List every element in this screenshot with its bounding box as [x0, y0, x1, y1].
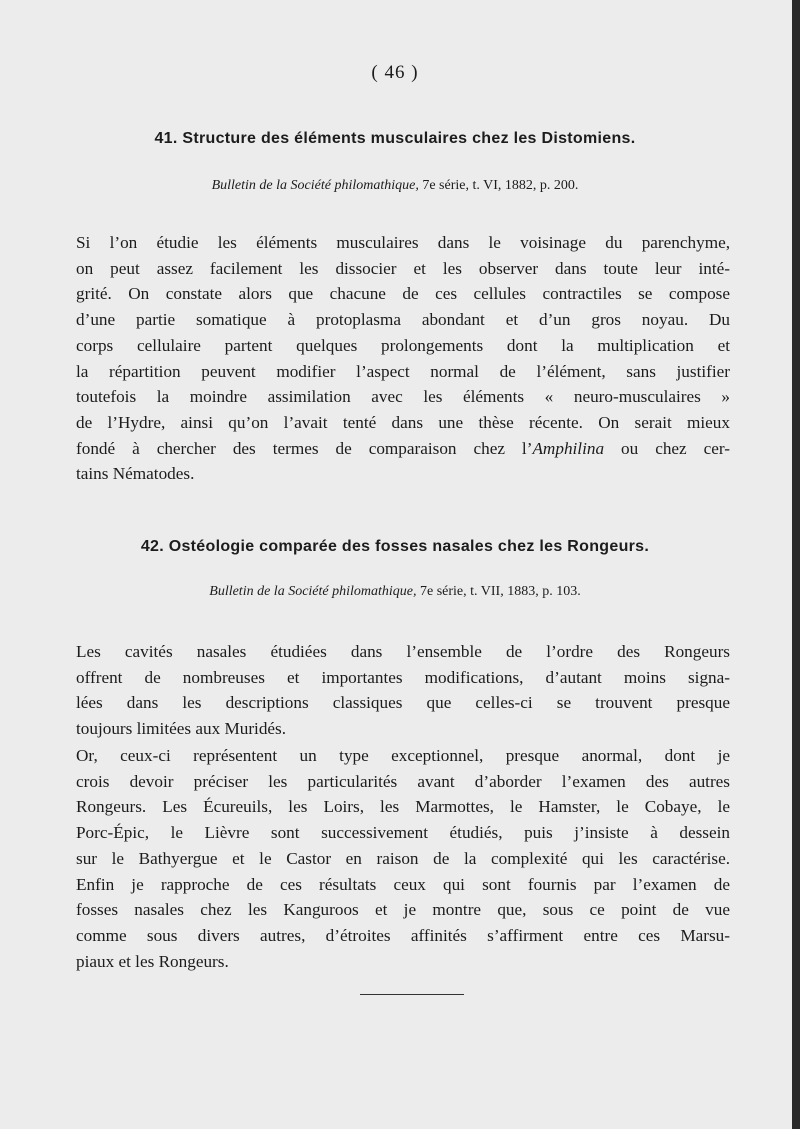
section-42-citation-journal: Bulletin de la Société philomathique,: [209, 584, 417, 599]
paragraph-line: comme sous divers autres, d’étroites affinités s’affirment entre ces Marsu-: [76, 925, 730, 945]
paragraph-line: piaux et les Rongeurs.: [76, 951, 229, 971]
paragraph-line: la répartition peuvent modifier l’aspect normal de l’élément, sans justifier: [76, 361, 730, 381]
paragraph-line: toutefois la moindre assimilation avec les éléments « neuro-musculaires »: [76, 387, 730, 407]
paragraph-line: fosses nasales chez les Kanguroos et je montre que, sous ce point de vue: [76, 900, 730, 920]
paragraph-line: corps cellulaire partent quelques prolongements dont la multiplication et: [76, 335, 730, 355]
section-42-heading: 42. Ostéologie comparée des fosses nasales chez les Rongeurs.: [140, 538, 650, 555]
paragraph-line: crois devoir préciser les particularités avant d’aborder l’examen des autres: [76, 771, 730, 791]
paragraph-line-mixed: [76, 436, 730, 462]
section-41-citation-journal: Bulletin de la Société philomathique,: [211, 178, 419, 193]
paragraph-line: toujours limitées aux Muridés.: [76, 719, 287, 739]
section-41-citation-details: 7e série, t. VI, 1882, p. 200.: [422, 178, 579, 193]
paragraph-line: sur le Bathyergue et le Castor en raison de la complexité qui les caractérise.: [76, 848, 730, 868]
paragraph-line: offrent de nombreuses et importantes modifications, d’autant moins signa-: [76, 667, 730, 687]
paragraph-line: Or, ceux-ci représentent un type exceptionnel, presque anormal, dont je: [76, 746, 730, 765]
paragraph-line: Les cavités nasales étudiées dans l’ensemble de l’ordre des Rongeurs: [76, 642, 730, 661]
paragraph-line: Porc-Épic, le Lièvre sont successivement étudiés, puis j’insiste à dessein: [76, 823, 730, 843]
paragraph-line: Si l’on étudie les éléments musculaires dans le voisinage du parenchyme,: [76, 233, 730, 252]
section-end-rule: [360, 994, 464, 995]
section-42-paragraph-2: [76, 743, 730, 974]
section-42-citation-details: 7e série, t. VII, 1883, p. 103.: [420, 584, 581, 599]
line-segment: fondé à chercher des termes de comparaison chez l’: [76, 438, 533, 458]
paragraph-line: on peut assez facilement les dissocier et les observer dans toute leur inté-: [76, 258, 730, 278]
paragraph-line: Rongeurs. Les Écureuils, les Loirs, les Marmottes, le Hamster, le Cobaye, le: [76, 797, 730, 817]
paragraph-line: de l’Hydre, ainsi qu’on l’avait tenté dans une thèse récente. On serait mieux: [76, 412, 730, 432]
section-41-paragraph: [76, 230, 730, 487]
paragraph-line: Enfin je rapproche de ces résultats ceux qui sont fournis par l’examen de: [76, 874, 730, 894]
section-42-paragraph-1: [76, 639, 730, 742]
line-segment: ou chez cer-: [604, 438, 731, 458]
page-number: ( 46 ): [371, 62, 419, 83]
paragraph-line: grité. On constate alors que chacune de ces cellules contractiles se compose: [76, 284, 730, 304]
italic-term-amphilina: Amphilina: [532, 438, 605, 458]
section-41-heading: 41. Structure des éléments musculaires chez les Distomiens.: [154, 130, 636, 147]
section-42-citation: [0, 584, 790, 600]
section-41-citation: [0, 178, 790, 194]
page-edge-shadow: [792, 0, 800, 1129]
paragraph-line: lées dans les descriptions classiques que celles-ci se trouvent presque: [76, 693, 730, 713]
paragraph-line: d’une partie somatique à protoplasma abondant et d’un gros noyau. Du: [76, 310, 730, 330]
paragraph-line: tains Nématodes.: [76, 464, 195, 484]
